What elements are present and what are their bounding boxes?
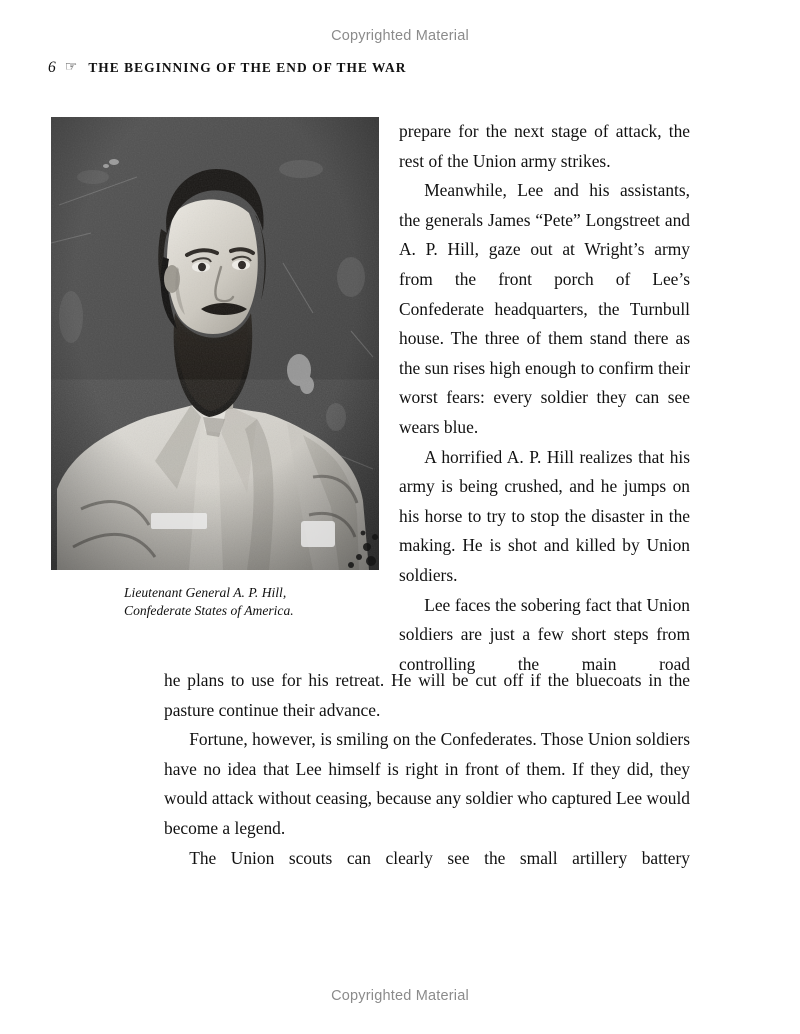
- paragraph: A horrified A. P. Hill realizes that his army is being crushed, and he jumps on his horse to try to stop the disaster in the making. He is shot and killed by Union soldiers.: [399, 446, 690, 585]
- watermark-bottom: Copyrighted Material: [331, 988, 469, 1004]
- caption-line-2: Confederate States of America.: [124, 603, 294, 619]
- paragraph: The Union scouts can clearly see the small artillery battery: [189, 847, 690, 868]
- paragraph: prepare for the next stage of attack, the rest of the Union army strikes.: [399, 121, 690, 171]
- running-head: [48, 59, 406, 77]
- pointing-hand-ornament-icon: ☞: [64, 60, 78, 75]
- caption-line-1: Lieutenant General A. P. Hill,: [124, 585, 287, 600]
- body-full-width: [164, 666, 690, 903]
- paragraph: Fortune, however, is smiling on the Confederates. Those Union soldiers have no idea that Lee himself is right in front of them. If they did, they would attack without ceasing, because any soldier who captured Lee would become a legend.: [164, 729, 690, 838]
- portrait-photograph: [51, 117, 379, 570]
- paragraph: he plans to use for his retreat. He will be cut off if the bluecoats in the pasture continue their advance.: [164, 670, 690, 720]
- body-right-column: [399, 117, 690, 709]
- page-number: 6: [48, 59, 56, 76]
- figure-portrait: [51, 117, 379, 619]
- paragraph: Meanwhile, Lee and his assistants, the generals James “Pete” Longstreet and A. P. Hill, gaze out at Wright’s army from the front porch of Lee’s Confederate headquarters, the Turnbull house. The three of them stand there as the sun rises high enough to confirm their worst fears: every soldier they can see wears blue.: [399, 180, 690, 437]
- running-head-title: THE BEGINNING OF THE END OF THE WAR: [88, 60, 407, 75]
- paragraph: Lee faces the sobering fact that Union soldiers are just a few short steps from controlling the main road: [399, 594, 690, 674]
- watermark-top: Copyrighted Material: [331, 28, 469, 44]
- figure-caption: [124, 584, 394, 621]
